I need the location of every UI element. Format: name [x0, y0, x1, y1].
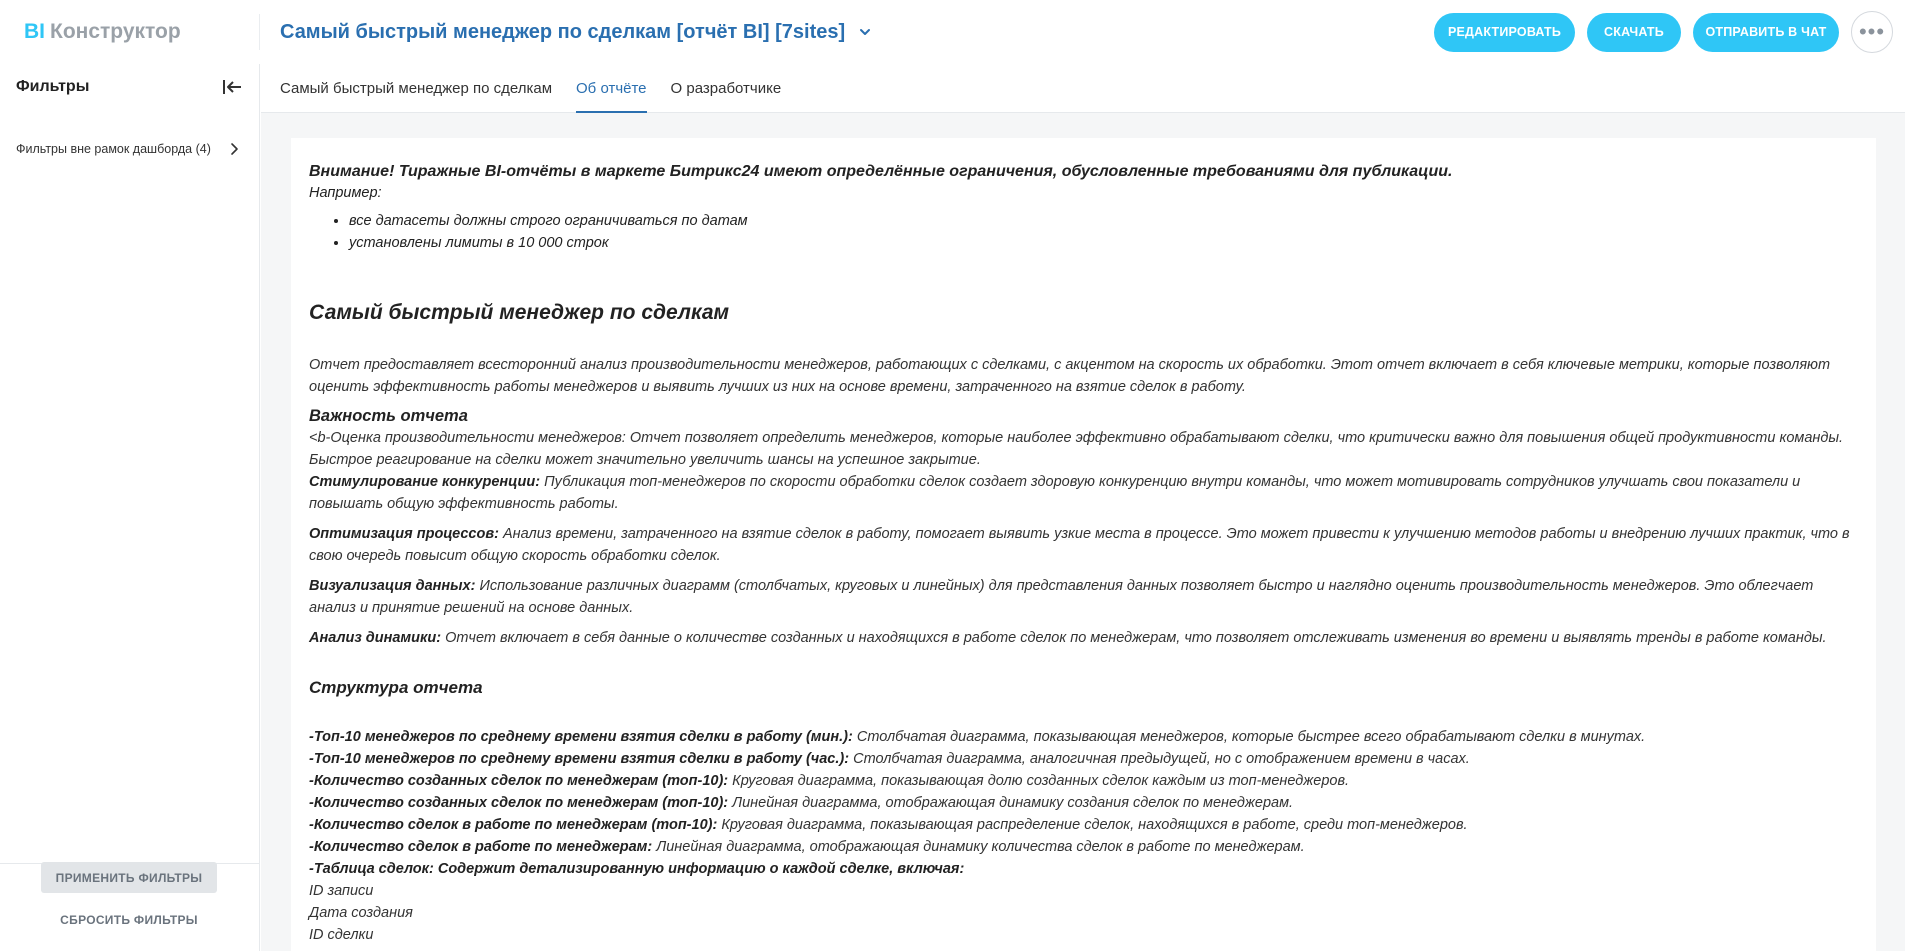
importance-item [309, 471, 1858, 515]
structure-text: Линейная диаграмма, отображающая динамику создания сделок по менеджерам. [728, 795, 1294, 811]
importance-title: Важность отчета [309, 407, 468, 425]
structure-label: -Таблица сделок: Содержит детализированную информацию о каждой сделке, включая: [309, 861, 965, 877]
structure-label: -Количество созданных сделок по менеджерам (топ-10): [309, 773, 729, 789]
importance-item [309, 575, 1858, 619]
structure-item [309, 814, 1858, 836]
filters-header [0, 64, 259, 110]
chevron-right-icon[interactable] [225, 140, 243, 158]
list-item: • установлены лимиты в 10 000 строк [349, 232, 1858, 254]
structure-item [309, 770, 1858, 792]
structure-item [309, 792, 1858, 814]
tab-report[interactable]: Самый быстрый менеджер по сделкам [280, 79, 553, 97]
chevron-down-icon[interactable] [855, 22, 875, 42]
reset-filters-button[interactable]: СБРОСИТЬ ФИЛЬТРЫ [60, 913, 198, 927]
table-field: ID сделки [309, 927, 374, 943]
report-tabs [261, 64, 1905, 113]
structure-title: Структура отчета [309, 678, 483, 697]
edit-button[interactable]: РЕДАКТИРОВАТЬ [1434, 13, 1575, 52]
importance-label: Визуализация данных: [309, 578, 476, 594]
structure-text: Круговая диаграмма, показывающая долю созданных сделок каждым из топ-менеджеров. [728, 773, 1350, 789]
filters-sidebar [0, 64, 260, 951]
apply-filters-button[interactable]: ПРИМЕНИТЬ ФИЛЬТРЫ [41, 862, 217, 893]
structure-label: -Количество сделок в работе по менеджерам: [309, 839, 653, 855]
limits-list [349, 210, 1858, 254]
table-field: ID записи [309, 883, 374, 899]
structure-label: -Топ-10 менеджеров по среднему времени взятия сделки в работу (час.): [309, 751, 850, 767]
importance-label: Оптимизация процессов: [309, 526, 499, 542]
structure-item [309, 726, 1858, 748]
about-report-card [291, 138, 1876, 951]
structure-list [309, 726, 1858, 946]
structure-label: -Количество сделок в работе по менеджерам (топ-10): [309, 817, 718, 833]
top-header [0, 0, 1905, 64]
structure-label: -Топ-10 менеджеров по среднему времени взятия сделки в работу (мин.): [309, 729, 853, 745]
logo-text: Конструктор [50, 20, 181, 43]
warning-title: Внимание! Тиражные BI-отчёты в маркете Битрикс24 имеют определённые ограничения, обусловленные требованиями для публикации. [309, 163, 1453, 180]
importance-text: Анализ времени, затраченного на взятие сделок в работу, помогает выявить узкие места в процессе. Это может привести к улучшению методов работы и внедрению лучших практик, что в свою очередь повысит общую скорость обработки сделок. [309, 526, 1850, 564]
table-field: Дата создания [309, 905, 413, 921]
importance-text: <b-Оценка производительности менеджеров: Отчет позволяет определить менеджеров, которые наиболее эффективно обрабатывают сделки, что критически важно для повышения общей продуктивности команды. Быстрое реагирование на сделки может значительно увеличить шансы на успешное закрытие. [309, 430, 1844, 468]
sidebar-footer [0, 863, 259, 951]
filters-title: Фильтры [16, 78, 90, 95]
structure-item [309, 836, 1858, 858]
app-logo[interactable] [0, 14, 260, 50]
tab-about-report[interactable]: Об отчёте [576, 64, 647, 112]
structure-text: Столбчатая диаграмма, аналогичная предыдущей, но с отображением времени в часах. [849, 751, 1470, 767]
importance-text: Отчет включает в себя данные о количестве созданных и находящихся в работе сделок по менеджерам, что позволяет отслеживать изменения во времени и выявлять тренды в работе команды. [441, 630, 1827, 646]
importance-item [309, 627, 1858, 649]
importance-label: Анализ динамики: [309, 630, 442, 646]
importance-item [309, 523, 1858, 567]
logo-bi: BI [24, 20, 45, 43]
header-actions [1434, 11, 1893, 53]
collapse-sidebar-icon[interactable] [221, 76, 243, 98]
download-button[interactable]: СКАЧАТЬ [1587, 13, 1681, 52]
filter-group-outside-dashboard[interactable] [0, 138, 259, 160]
send-to-chat-button[interactable]: ОТПРАВИТЬ В ЧАТ [1693, 13, 1839, 52]
structure-item [309, 858, 1858, 880]
structure-label: -Количество созданных сделок по менеджерам (топ-10): [309, 795, 729, 811]
report-title[interactable]: Самый быстрый менеджер по сделкам [отчёт BI] [7sites] [280, 20, 846, 43]
tab-about-developer[interactable]: О разработчике [670, 79, 782, 97]
example-label: Например: [309, 185, 382, 201]
importance-label: Стимулирование конкуренции: [309, 474, 541, 490]
importance-item [309, 427, 1858, 471]
importance-text: Использование различных диаграмм (столбчатых, круговых и линейных) для представления данных позволяет быстро и наглядно оценить производительность менеджеров. Это облегчает анализ и принятие решений на основе данных. [309, 578, 1814, 616]
structure-item [309, 748, 1858, 770]
importance-text: Публикация топ-менеджеров по скорости обработки сделок создает здоровую конкуренцию внутри команды, что может мотивировать сотрудников улучшать свои показатели и повышать общую эффективность работы. [309, 474, 1801, 512]
report-description: Отчет предоставляет всесторонний анализ производительности менеджеров, работающих с сделками, с акцентом на скорость их обработки. Этот отчет включает в себя ключевые метрики, которые позволяют оценить эффективность работы менеджеров и выявить лучших из них на основе времени, затраченного на взятие сделок в работу. [309, 357, 1831, 395]
structure-text: Линейная диаграмма, отображающая динамику количества сделок в работе по менеджерам. [652, 839, 1305, 855]
report-heading: Самый быстрый менеджер по сделкам [309, 301, 730, 324]
structure-text: Столбчатая диаграмма, показывающая менеджеров, которые быстрее всего обрабатывают сделки в минутах. [852, 729, 1646, 745]
filter-group-label: Фильтры вне рамок дашборда (4) [16, 142, 211, 156]
list-item: • все датасеты должны строго ограничиваться по датам [349, 210, 1858, 232]
report-title-wrap[interactable] [260, 21, 875, 44]
structure-text: Круговая диаграмма, показывающая распределение сделок, находящихся в работе, среди топ-менеджеров. [717, 817, 1468, 833]
more-options-icon[interactable]: ••• [1851, 11, 1893, 53]
